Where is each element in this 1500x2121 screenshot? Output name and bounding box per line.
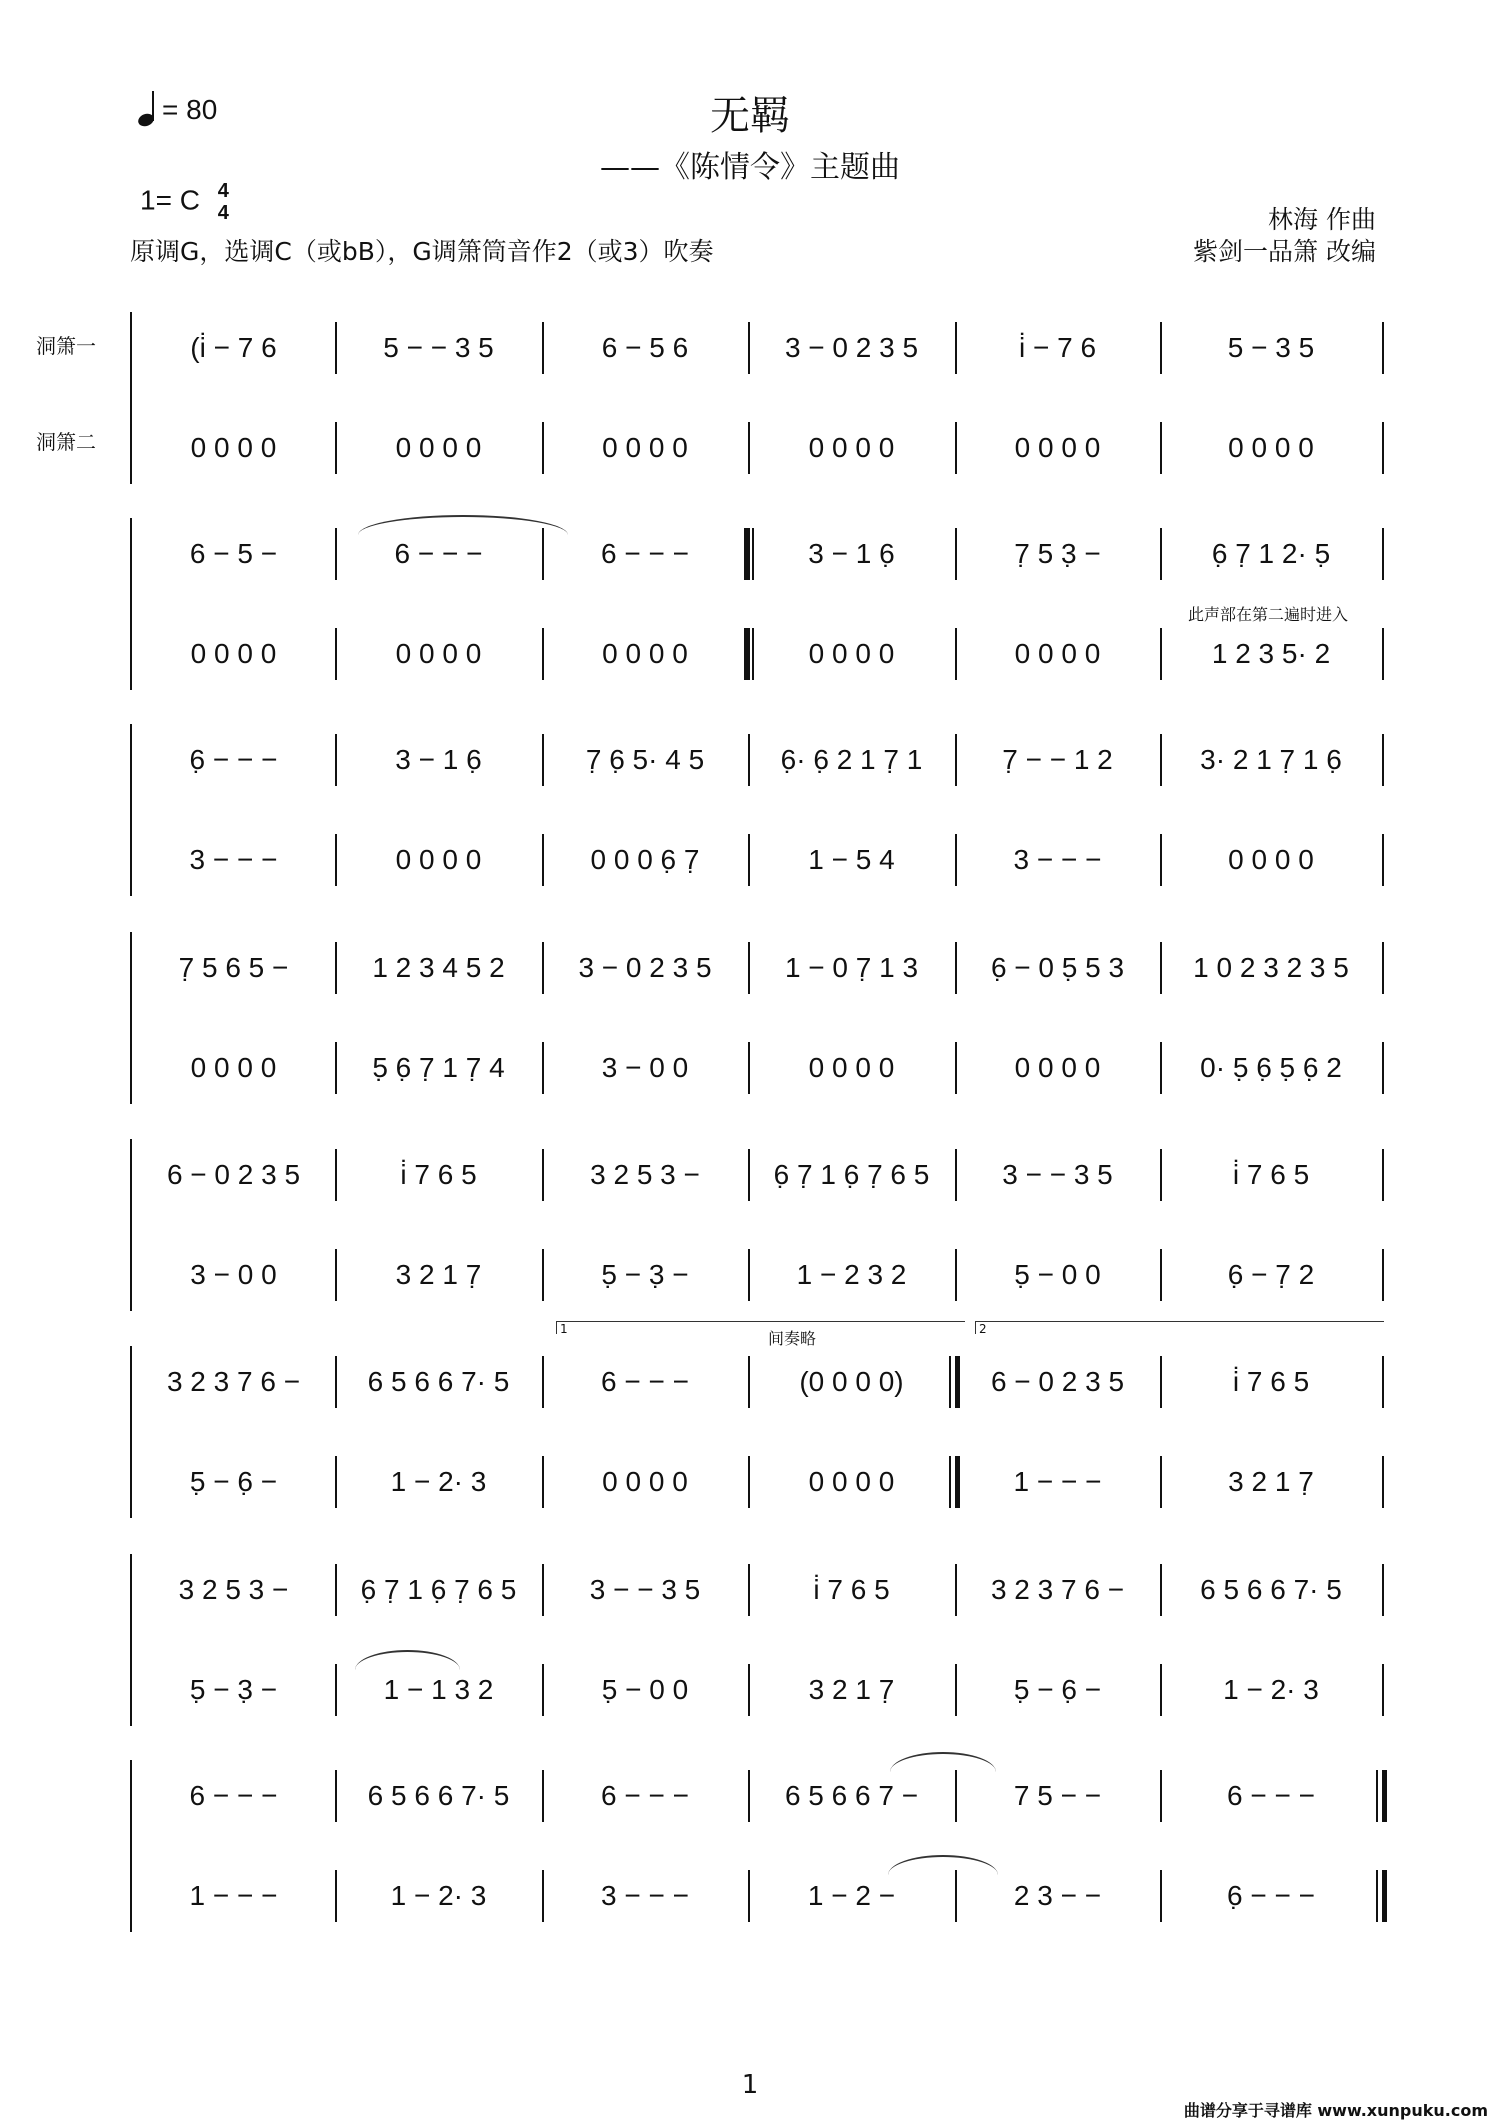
barline [955, 1042, 957, 1094]
barline [1382, 1042, 1384, 1094]
barline [542, 1870, 544, 1922]
barline [335, 1770, 337, 1822]
barline [542, 322, 544, 374]
barline [1160, 1149, 1162, 1201]
measure: 1 − 0 7̣ 1 3 [784, 952, 919, 983]
barline [1382, 528, 1384, 580]
measure: 3 2 5 3 − [590, 1159, 700, 1190]
measure: i̇ 7 6 5 [400, 1159, 477, 1190]
barline [335, 1249, 337, 1301]
time-signature-bottom: 4 [217, 202, 229, 224]
measure: 3· 2 1 7̣ 1 6̣ [1200, 744, 1342, 775]
barline [1382, 1564, 1384, 1616]
barline [335, 322, 337, 374]
measure: i̇ 7 6 5 [1232, 1159, 1310, 1190]
barline [1160, 628, 1162, 680]
barline [1382, 1456, 1384, 1508]
barline [955, 834, 957, 886]
time-signature-top: 4 [217, 180, 229, 202]
measure: 0 0 0 0 [190, 432, 277, 463]
barline [748, 1456, 750, 1508]
barline [748, 1042, 750, 1094]
measure: 3 − − 3 5 [589, 1574, 701, 1605]
barline [748, 1149, 750, 1201]
measure: 3 − 0 0 [190, 1259, 277, 1290]
tie-mark [888, 1855, 998, 1875]
time-signature [218, 180, 229, 224]
measure: 6 − − − [601, 1366, 689, 1397]
repeat-end-barline [949, 1356, 960, 1408]
measure: 0 0 0 0 [395, 844, 482, 875]
system-bracket [130, 312, 132, 484]
final-barline [1376, 1770, 1387, 1822]
measure: 3 − 0 0 [601, 1052, 689, 1083]
barline [955, 734, 957, 786]
measure: 6 − − − [601, 538, 689, 569]
barline [748, 942, 750, 994]
barline [1382, 1664, 1384, 1716]
barline [335, 1564, 337, 1616]
arranger-credit: 紫剑一品箫 改编 [1193, 237, 1376, 266]
barline [542, 942, 544, 994]
measure: i̇ 7 6 5 [813, 1574, 890, 1605]
measure: 1 − − − [1013, 1466, 1102, 1497]
measure: 3 2 3 7 6 − [166, 1366, 301, 1397]
barline [955, 942, 957, 994]
system-bracket [130, 1760, 132, 1932]
barline [542, 1042, 544, 1094]
song-subtitle: ——《陈情令》主题曲 [600, 150, 900, 185]
barline [748, 1564, 750, 1616]
measure: 5 − 3 5 [1227, 332, 1315, 363]
measure: 6 − 0 2 3 5 [990, 1366, 1125, 1397]
barline [1382, 942, 1384, 994]
barline [955, 422, 957, 474]
measure: 6 − − − [189, 1780, 278, 1811]
measure: 6 5 6 6 7 − [784, 1780, 919, 1811]
measure: 6 − 0 2 3 5 [166, 1159, 301, 1190]
measure: 1 − 2· 3 [1223, 1674, 1319, 1705]
measure: 1 2 3 4 5 2 [372, 952, 505, 983]
barline [1160, 322, 1162, 374]
barline [1160, 422, 1162, 474]
barline [1160, 1356, 1162, 1408]
measure: 0 0 0 0 [1014, 1052, 1101, 1083]
measure: i̇ − 7 6 [1018, 332, 1097, 363]
measure: (i̇ − 7 6 [190, 332, 277, 363]
barline [955, 628, 957, 680]
part-label-2: 洞箫二 [36, 430, 96, 454]
measure: 1 − 2 − [807, 1880, 896, 1911]
measure: 6̣ − 0 5̣ 5 3 [990, 952, 1125, 983]
tempo-marking [138, 92, 217, 126]
barline [1382, 1149, 1384, 1201]
song-title: 无羁 [710, 93, 790, 139]
measure: 3 − 0 2 3 5 [784, 332, 919, 363]
measure: 3 2 1 7̣ [808, 1674, 895, 1705]
barline [748, 1870, 750, 1922]
measure: 3 − 1 6̣ [808, 538, 895, 569]
second-pass-annotation: 此声部在第二遍时进入 [1188, 605, 1349, 624]
measure: 0 0 0 0 [808, 432, 895, 463]
barline [542, 1770, 544, 1822]
barline [1160, 528, 1162, 580]
barline [1160, 942, 1162, 994]
system-bracket [130, 1139, 132, 1311]
barline [1160, 834, 1162, 886]
barline [955, 1664, 957, 1716]
measure: 3 − − 3 5 [1002, 1159, 1113, 1190]
page-number: 1 [741, 2070, 759, 2100]
measure: 6 − 5 6 [601, 332, 689, 363]
barline [955, 1149, 957, 1201]
barline [542, 1149, 544, 1201]
measure: 0 0 0 0 [602, 638, 688, 669]
barline [542, 1564, 544, 1616]
measure: 1 − 5 4 [808, 844, 895, 875]
measure: 1 − 1 3 2 [383, 1674, 494, 1705]
tie-mark [355, 1650, 460, 1670]
measure: 6̣ 7̣ 1 2· 5̣ [1211, 538, 1331, 569]
measure: 0 0 0 0 [1014, 638, 1101, 669]
barline [1382, 422, 1384, 474]
measure: 5̣ − 6̣ − [189, 1466, 278, 1497]
measure: 6̣ 7̣ 1 6̣ 7̣ 6 5 [360, 1574, 517, 1605]
volta-number-1: 1 [560, 1322, 568, 1336]
measure: 6 − − − [601, 1780, 689, 1811]
measure: 3 2 5 3 − [178, 1574, 289, 1605]
barline [1160, 1042, 1162, 1094]
barline [542, 628, 544, 680]
measure: 3 − − − [601, 1880, 689, 1911]
barline [748, 734, 750, 786]
measure: 3 − − − [1013, 844, 1102, 875]
measure: 5̣ 6̣ 7̣ 1 7̣ 4 [372, 1052, 505, 1083]
barline [1382, 734, 1384, 786]
barline [335, 1456, 337, 1508]
final-barline [1376, 1870, 1387, 1922]
measure: 6 5 6 6 7· 5 [367, 1366, 510, 1397]
tempo-value: = 80 [162, 94, 218, 125]
measure: 0 0 0 0 [808, 1052, 895, 1083]
measure: 0 0 0 0 [602, 1466, 688, 1497]
barline [1160, 1249, 1162, 1301]
measure: 1 − 2· 3 [390, 1880, 487, 1911]
barline [542, 1456, 544, 1508]
repeat-start-barline [744, 628, 754, 680]
measure: 7̣ − − 1 2 [1002, 744, 1113, 775]
barline [335, 1149, 337, 1201]
system-bracket [130, 518, 132, 690]
volta-bracket-2 [975, 1321, 1384, 1334]
system-bracket [130, 724, 132, 896]
measure: 6 − − − [1227, 1780, 1315, 1811]
barline [1382, 628, 1384, 680]
measure: 6 − − − [394, 538, 483, 569]
barline [542, 834, 544, 886]
barline [1160, 1564, 1162, 1616]
barline [748, 1664, 750, 1716]
measure: 6̣ − − − [189, 744, 278, 775]
barline [955, 1870, 957, 1922]
measure: 0 0 0 0 [190, 638, 277, 669]
measure: 7̣ 5 3̣ − [1014, 538, 1101, 569]
measure: 6 − 5 − [189, 538, 278, 569]
measure: 0 0 0 0 [190, 1052, 277, 1083]
measure: 0 0 0 0 [395, 432, 482, 463]
measure: 0 0 0 0 [808, 638, 895, 669]
measure: 6̣ 7̣ 1 6̣ 7̣ 6 5 [773, 1159, 930, 1190]
performance-note: 原调G，选调C（或bB），G调箫筒音作2（或3）吹奏 [130, 237, 714, 266]
measure: 7̣ 5 6 5 − [178, 952, 289, 983]
barline [1160, 1664, 1162, 1716]
barline [1160, 734, 1162, 786]
measure: 3 − 0 2 3 5 [578, 952, 712, 983]
barline [335, 942, 337, 994]
interlude-annotation: 间奏略 [768, 1329, 817, 1348]
measure: 6̣ − − − [1227, 1880, 1315, 1911]
repeat-start-barline [744, 528, 754, 580]
measure: 0· 5̣ 6̣ 5̣ 6̣ 2 [1200, 1052, 1342, 1083]
measure: 3 2 1 7̣ [395, 1259, 482, 1290]
key-signature [140, 180, 229, 224]
measure: 7 5 − − [1013, 1780, 1102, 1811]
barline [955, 322, 957, 374]
barline [955, 1249, 957, 1301]
part-label-1: 洞箫一 [36, 334, 96, 358]
measure: 5̣ − 0 0 [1014, 1259, 1101, 1290]
measure: 1 − − − [189, 1880, 278, 1911]
measure: 5 − − 3 5 [383, 332, 494, 363]
measure: 3 2 3 7 6 − [990, 1574, 1125, 1605]
barline [542, 528, 544, 580]
measure: 1 − 2· 3 [390, 1466, 487, 1497]
measure: 0 0 0 0 [1228, 432, 1314, 463]
barline [1382, 1356, 1384, 1408]
barline [748, 1249, 750, 1301]
measure: (0 0 0 0) [799, 1366, 904, 1397]
barline [335, 1664, 337, 1716]
measure: 2 3 − − [1013, 1880, 1102, 1911]
barline [335, 628, 337, 680]
measure: 1 0 2 3 2 3 5 [1193, 952, 1349, 983]
barline [748, 1356, 750, 1408]
barline [335, 1870, 337, 1922]
key-label: 1= C [140, 184, 200, 216]
system-bracket [130, 932, 132, 1104]
volta-bracket-1 [556, 1321, 965, 1334]
barline [955, 1770, 957, 1822]
measure: 0 0 0 0 [602, 432, 688, 463]
barline [335, 528, 337, 580]
measure: 7̣ 6̣ 5· 4 5 [585, 744, 705, 775]
measure: 5̣ − 0 0 [601, 1674, 689, 1705]
barline [542, 1664, 544, 1716]
tie-mark [358, 515, 568, 535]
measure: 3 − 1 6̣ [395, 744, 482, 775]
barline [335, 1042, 337, 1094]
barline [955, 1564, 957, 1616]
measure: 3 − − − [189, 844, 278, 875]
barline [542, 1356, 544, 1408]
measure: 6̣ − 7̣ 2 [1227, 1259, 1315, 1290]
measure: 0 0 0 0 [1014, 432, 1101, 463]
barline [1160, 1770, 1162, 1822]
system-bracket [130, 1346, 132, 1518]
barline [748, 322, 750, 374]
measure: 1 2 3 5· 2 [1211, 638, 1331, 669]
barline [748, 422, 750, 474]
measure: 0 0 0 0 [395, 638, 482, 669]
measure: 0 0 0 6̣ 7̣ [590, 844, 700, 875]
measure: 1 − 2 3 2 [796, 1259, 907, 1290]
measure: 5̣ − 3̣ − [601, 1259, 689, 1290]
barline [542, 1249, 544, 1301]
measure: 6̣· 6̣ 2 1 7̣ 1 [780, 744, 923, 775]
barline [1382, 322, 1384, 374]
measure: 6 5 6 6 7· 5 [367, 1780, 510, 1811]
footer-credit: 曲谱分享于寻谱库 www.xunpuku.com [1183, 2101, 1488, 2120]
barline [748, 834, 750, 886]
volta-number-2: 2 [979, 1322, 987, 1336]
system-bracket [130, 1554, 132, 1726]
measure: 3 2 1 7̣ [1228, 1466, 1314, 1497]
barline [542, 422, 544, 474]
barline [1382, 834, 1384, 886]
measure: 0 0 0 0 [1228, 844, 1314, 875]
barline [1160, 1870, 1162, 1922]
composer-credit: 林海 作曲 [1268, 205, 1376, 234]
barline [335, 422, 337, 474]
barline [1382, 1249, 1384, 1301]
quarter-note-icon [138, 92, 156, 126]
barline [335, 1356, 337, 1408]
measure: 5̣ − 3̣ − [189, 1674, 278, 1705]
barline [1160, 1456, 1162, 1508]
barline [955, 528, 957, 580]
barline [335, 734, 337, 786]
barline [335, 834, 337, 886]
repeat-end-barline [949, 1456, 960, 1508]
barline [748, 1770, 750, 1822]
measure: 0 0 0 0 [808, 1466, 895, 1497]
measure: 6 5 6 6 7· 5 [1200, 1574, 1342, 1605]
tie-mark [890, 1752, 996, 1772]
barline [542, 734, 544, 786]
measure: 5̣ − 6̣ − [1013, 1674, 1102, 1705]
measure: i̇ 7 6 5 [1232, 1366, 1310, 1397]
